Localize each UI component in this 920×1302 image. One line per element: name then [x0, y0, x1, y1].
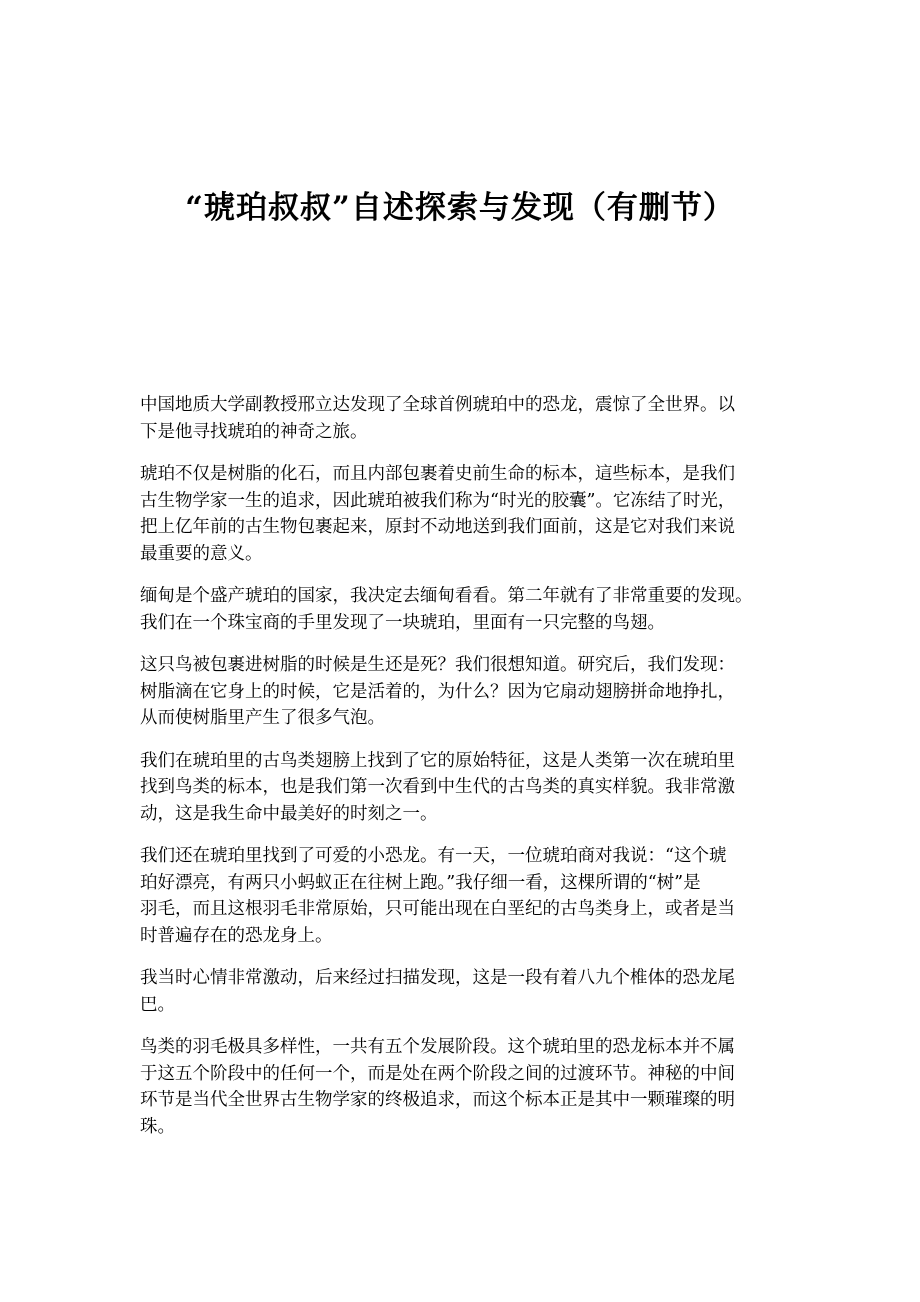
text-line: 珠。	[140, 1116, 175, 1137]
text-line: 树脂滴在它身上的时候，它是活着的，为什么？因为它扇动翅膀拼命地挣扎，	[140, 681, 735, 702]
paragraph	[140, 583, 800, 636]
paragraph	[140, 652, 800, 732]
text-line: 鸟类的羽毛极具多样性，一共有五个发展阶段。这个琥珀里的恐龙标本并不属	[140, 1037, 735, 1057]
text-line: 下是他寻找琥珀的神奇之旅。	[140, 421, 368, 442]
text-line: 珀好漂亮，有两只小蚂蚁正在往树上跑。”我仔细一看，这棵所谓的“树”是	[140, 872, 701, 893]
text-line: 把上亿年前的古生物包裹起来，原封不动地送到我们面前，这是它对我们来说	[140, 517, 735, 537]
paragraph	[140, 1034, 800, 1140]
text-line: 我们还在琥珀里找到了可爱的小恐龙。有一天，一位琥珀商对我说：“这个琥	[140, 846, 727, 866]
paragraph	[140, 461, 800, 567]
paragraph	[140, 392, 800, 445]
text-line: 时普遍存在的恐龙身上。	[140, 925, 333, 946]
text-line: 最重要的意义。	[140, 543, 263, 564]
document-body	[140, 392, 800, 1156]
text-line: 环节是当代全世界古生物学家的终极追求，而这个标本正是其中一颗璀璨的明	[140, 1090, 735, 1110]
text-line: 巴。	[140, 994, 175, 1015]
text-line: 中国地质大学副教授邢立达发现了全球首例琥珀中的恐龙，震惊了全世界。以	[140, 395, 735, 415]
text-line: 缅甸是个盛产琥珀的国家，我决定去缅甸看看。第二年就有了非常重要的发现。	[140, 586, 753, 606]
text-line: 于这五个阶段中的任何一个，而是处在两个阶段之间的过渡环节。神秘的中间	[140, 1063, 735, 1084]
paragraph	[140, 843, 800, 949]
text-line: 我们在琥珀里的古鸟类翅膀上找到了它的原始特征，这是人类第一次在琥珀里	[140, 750, 735, 771]
document-title: “琥珀叔叔”自述探索与发现（有删节）	[185, 190, 735, 226]
text-line: 古生物学家一生的追求，因此琥珀被我们称为“时光的胶囊”。它冻结了时光，	[140, 490, 736, 511]
text-line: 琥珀不仅是树脂的化石，而且内部包裹着史前生命的标本，這些标本，是我们	[140, 464, 735, 484]
text-line: 我当时心情非常激动，后来经过扫描发现，这是一段有着八九个椎体的恐龙尾	[140, 968, 735, 988]
text-line: 这只鸟被包裹进树脂的时候是生还是死？我们很想知道。研究后，我们发现：	[140, 655, 735, 675]
paragraph	[140, 748, 800, 828]
text-line: 我们在一个珠宝商的手里发现了一块琥珀，里面有一只完整的鸟翅。	[140, 612, 665, 633]
text-line: 羽毛，而且这根羽毛非常原始，只可能出现在白垩纪的古鸟类身上，或者是当	[140, 899, 735, 919]
text-line: 动，这是我生命中最美好的时刻之一。	[140, 803, 438, 824]
text-line: 找到鸟类的标本，也是我们第一次看到中生代的古鸟类的真实样貌。我非常激	[140, 777, 735, 797]
text-line: 从而使树脂里产生了很多气泡。	[140, 708, 385, 728]
paragraph	[140, 965, 800, 1018]
